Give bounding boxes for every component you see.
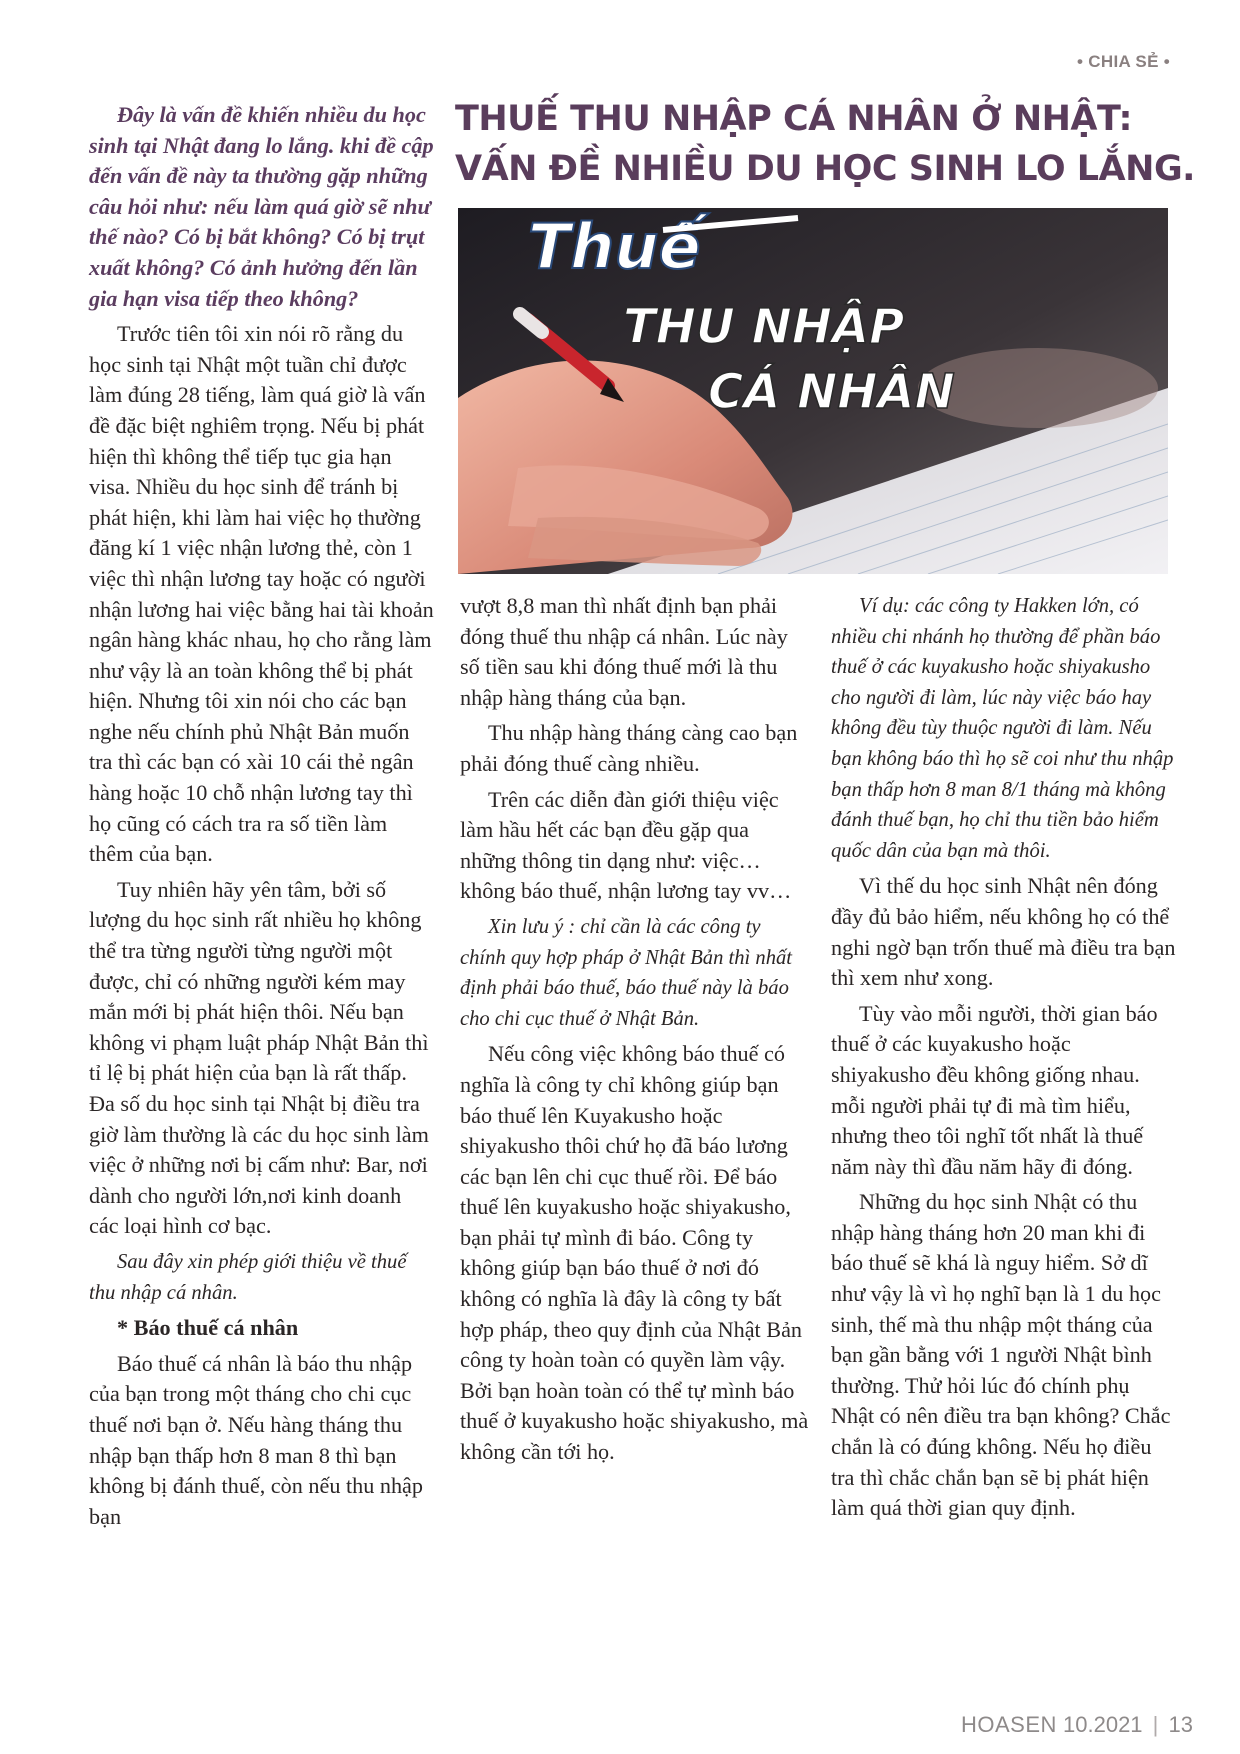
hero-text-2: THU NHẬP xyxy=(623,299,905,355)
body-paragraph: Vì thế du học sinh Nhật nên đóng đầy đủ bảo hiểm, nếu không họ có thể nghi ngờ bạn trốn thuế mà điều tra bạn thì xem như xong. xyxy=(831,873,1176,991)
section-heading: * Báo thuế cá nhân xyxy=(117,1315,299,1341)
article-title-line-2: VẤN ĐỀ NHIỀU DU HỌC SINH LO LẮNG. xyxy=(455,149,1195,189)
body-paragraph: Thu nhập hàng tháng càng cao bạn phải đóng thuế càng nhiều. xyxy=(460,720,798,776)
body-paragraph: Tuy nhiên hãy yên tâm, bởi số lượng du học sinh rất nhiều họ không thể tra từng người từng người một được, chỉ có những người kém may mắn mới bị phát hiện thôi. Nếu bạn không vi phạm luật pháp Nhật Bản thì tỉ lệ bị phát hiện của bạn là rất thấp. Đa số du học sinh tại Nhật bị điều tra giờ làm thường là các du học sinh làm việc ở những nơi bị cấm như: Bar, nơi dành cho người lớn,nơi kinh doanh các loại hình cơ bạc. xyxy=(89,876,429,1239)
column-1 xyxy=(89,100,434,1537)
hero-illustration xyxy=(458,208,1168,574)
column-2 xyxy=(460,591,810,1473)
article-title xyxy=(455,94,1195,194)
body-paragraph: Trước tiên tôi xin nói rõ rằng du học sinh tại Nhật một tuần chỉ được làm đúng 28 tiếng, làm quá giờ là vấn đề đặc biệt nghiêm trọng. Nếu bị phát hiện thì không thể tiếp tục gia hạn visa. Nhiều du học sinh để tránh bị phát hiện, khi làm hai việc họ thường đăng kí 1 việc nhận lương thẻ, còn 1 việc thì nhận lương tay hoặc có người nhận lương hai việc bằng hai tài khoản ngân hàng khác nhau, họ cho rằng làm như vậy là an toàn không thể bị phát hiện. Nhưng tôi xin nói cho các bạn nghe nếu chính phủ Nhật Bản muốn tra thì các bạn có xài 10 cái thẻ ngân hàng hoặc 10 chỗ nhận lương tay thì họ cũng có cách tra ra số tiền làm thêm của bạn. xyxy=(89,321,434,867)
intro-note: Sau đây xin phép giới thiệu về thuế thu nhập cá nhân. xyxy=(89,1250,407,1304)
page-number: 13 xyxy=(1168,1712,1193,1737)
page-footer xyxy=(961,1712,1193,1738)
body-paragraph: Tùy vào mỗi người, thời gian báo thuế ở các kuyakusho hoặc shiyakusho đều không giống nhau. mỗi người phải tự đi mà tìm hiểu, nhưng theo tôi nghĩ tốt nhất là thuế năm này thì đầu năm hãy đi đóng. xyxy=(831,1000,1158,1179)
note-paragraph: Xin lưu ý : chỉ cần là các công ty chính quy hợp pháp ở Nhật Bản thì nhất định phải báo thuế, báo thuế này là báo cho chi cục thuế ở Nhật Bản. xyxy=(460,915,793,1030)
body-paragraph: Những du học sinh Nhật có thu nhập hàng tháng hơn 20 man khi đi báo thuế sẽ khá là nguy hiểm. Sở dĩ như vậy là vì họ nghĩ bạn là 1 du học sinh, thế mà thu nhập một tháng của bạn gần bằng với 1 người Nhật bình thường. Thử hỏi lúc đó chính phụ Nhật có nên điều tra bạn không? Chắc chắn là có đúng không. Nếu họ điều tra thì chắc chắn bạn sẽ bị phát hiện làm quá thời gian quy định. xyxy=(831,1189,1171,1521)
example-paragraph: Ví dụ: các công ty Hakken lớn, có nhiều chi nhánh họ thường để phần báo thuế ở các kuyakusho hoặc shiyakusho cho người đi làm, lúc này việc báo hay không đều tùy thuộc người đi làm. Nếu bạn không báo thì họ sẽ coi như thu nhập bạn thấp hơn 8 man 8/1 tháng mà không đánh thuế bạn, họ chỉ thu tiền bảo hiểm quốc dân của bạn mà thôi. xyxy=(831,595,1174,862)
body-paragraph: Nếu công việc không báo thuế có nghĩa là công ty chỉ không giúp bạn báo thuế lên Kuyakusho hoặc shiyakusho thôi chứ họ đã báo lương các bạn lên chi cục thuế rồi. Để báo thuế lên kuyakusho hoặc shiyakusho, bạn phải tự mình đi báo. Công ty không giúp bạn báo thuế ở nơi đó không có nghĩa là đây là công ty bất hợp pháp, theo quy định của Nhật Bản công ty hoàn toàn có quyền làm vậy. Bởi bạn hoàn toàn có thể tự mình báo thuế ở kuyakusho hoặc shiyakusho, mà không cần tới họ. xyxy=(460,1041,809,1465)
footer-separator: | xyxy=(1152,1712,1159,1737)
body-paragraph: Báo thuế cá nhân là báo thu nhập của bạn trong một tháng cho chi cục thuế nơi bạn ở. Nếu hàng tháng thu nhập bạn thấp hơn 8 man 8 thì bạn không bị đánh thuế, còn nếu thu nhập bạn xyxy=(89,1350,423,1529)
hero-text-1: Thuế xyxy=(528,210,701,283)
hero-image xyxy=(458,208,1168,574)
body-paragraph: vượt 8,8 man thì nhất định bạn phải đóng thuế thu nhập cá nhân. Lúc này số tiền sau khi đóng thuế mới là thu nhập hàng tháng của bạn. xyxy=(460,593,788,710)
lead-paragraph: Đây là vấn đề khiến nhiều du học sinh tại Nhật đang lo lắng. khi đề cập đến vấn đề này ta thường gặp những câu hỏi như: nếu làm quá giờ sẽ như thế nào? Có bị bắt không? Có bị trụt xuất không? Có ảnh hưởng đến lần gia hạn visa tiếp theo không? xyxy=(89,102,434,311)
body-paragraph: Trên các diễn đàn giới thiệu việc làm hầu hết các bạn đều gặp qua những thông tin dạng như: việc… không báo thuế, nhận lương tay vv… xyxy=(460,786,792,904)
section-tag: • CHIA SẺ • xyxy=(1077,52,1170,71)
column-3 xyxy=(831,591,1176,1529)
article-title-line-1: THUẾ THU NHẬP CÁ NHÂN Ở NHẬT: xyxy=(455,99,1132,139)
issue-date: 10.2021 xyxy=(1063,1712,1143,1737)
magazine-name: HOASEN xyxy=(960,1712,1057,1737)
hero-text-3: CÁ NHÂN xyxy=(708,364,955,420)
